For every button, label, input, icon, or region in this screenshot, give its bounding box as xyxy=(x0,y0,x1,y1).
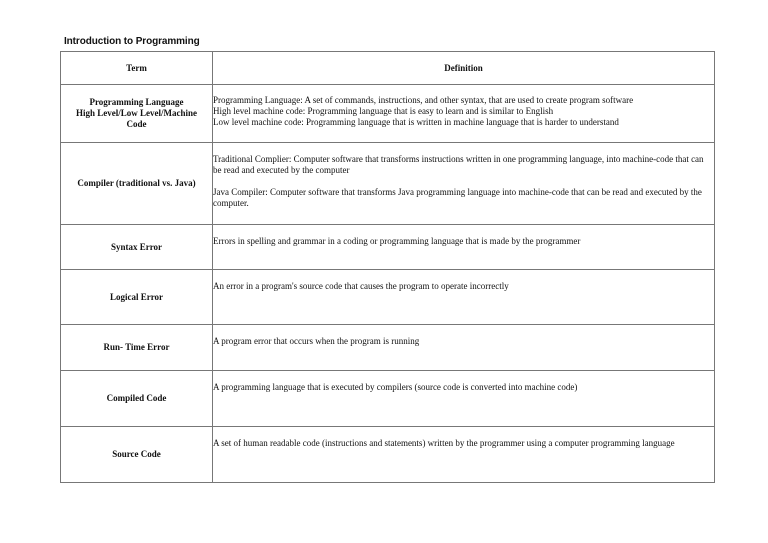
definition-text: Errors in spelling and grammar in a coding or programming language that is made by the programmer xyxy=(213,236,581,246)
definition-text: Java Compiler: Computer software that transforms Java programming language into machine-code that can be read and executed by the computer. xyxy=(213,187,702,208)
table-row xyxy=(61,371,715,427)
term-cell-compiler xyxy=(61,143,213,225)
term-cell-syntax-error xyxy=(61,225,213,270)
definition-text: An error in a program's source code that causes the program to operate incorrectly xyxy=(213,281,509,291)
definition-cell-compiler xyxy=(213,143,715,225)
definition-text: A set of human readable code (instructions and statements) written by the programmer using a computer programming language xyxy=(213,438,675,448)
term-line: Syntax Error xyxy=(110,241,163,252)
definition-cell-compiled-code xyxy=(213,371,715,427)
term-line: Programming Language xyxy=(89,97,184,107)
term-line: Source Code xyxy=(112,449,161,459)
table-header-row xyxy=(61,52,715,85)
term-line: Code xyxy=(126,119,147,129)
table-row xyxy=(61,225,715,270)
term-cell-source-code xyxy=(61,427,213,483)
definition-text: High level machine code: Programming language that is easy to learn and is similar to English xyxy=(213,106,554,116)
term-line: Run- Time Error xyxy=(103,342,170,352)
definition-text: Traditional Complier: Computer software that transforms instructions written in one programming language, into machine-code that can be read and executed by the computer xyxy=(213,154,704,175)
glossary-table xyxy=(60,51,715,483)
definition-cell-syntax-error xyxy=(213,225,715,270)
definition-text: A program error that occurs when the program is running xyxy=(213,336,420,346)
definition-cell-logical-error xyxy=(213,270,715,325)
term-cell-run-time-error xyxy=(61,325,213,371)
definition-text: Low level machine code: Programming language that is written in machine language that is harder to understand xyxy=(213,117,619,127)
definition-cell-source-code xyxy=(213,427,715,483)
definition-cell-run-time-error xyxy=(213,325,715,371)
table-row xyxy=(61,325,715,371)
table-row xyxy=(61,143,715,225)
term-line: Logical Error xyxy=(109,291,164,302)
term-column-header: Term xyxy=(61,52,213,85)
definition-text: Programming Language: A set of commands, instructions, and other syntax, that are used to create program software xyxy=(213,95,634,105)
term-line: Compiled Code xyxy=(106,393,167,403)
document-title: Introduction to Programming xyxy=(64,36,200,47)
term-line: Compiler (traditional vs. Java) xyxy=(77,178,196,188)
table-row xyxy=(61,270,715,325)
definition-column-header: Definition xyxy=(213,52,715,85)
table-row xyxy=(61,85,715,143)
term-cell-programming-language xyxy=(61,85,213,143)
table-row xyxy=(61,427,715,483)
term-line: High Level/Low Level/Machine xyxy=(76,108,197,118)
term-cell-logical-error xyxy=(61,270,213,325)
definition-cell-programming-language xyxy=(213,85,715,143)
term-cell-compiled-code xyxy=(61,371,213,427)
definition-text: A programming language that is executed by compilers (source code is converted into machine code) xyxy=(213,382,578,392)
